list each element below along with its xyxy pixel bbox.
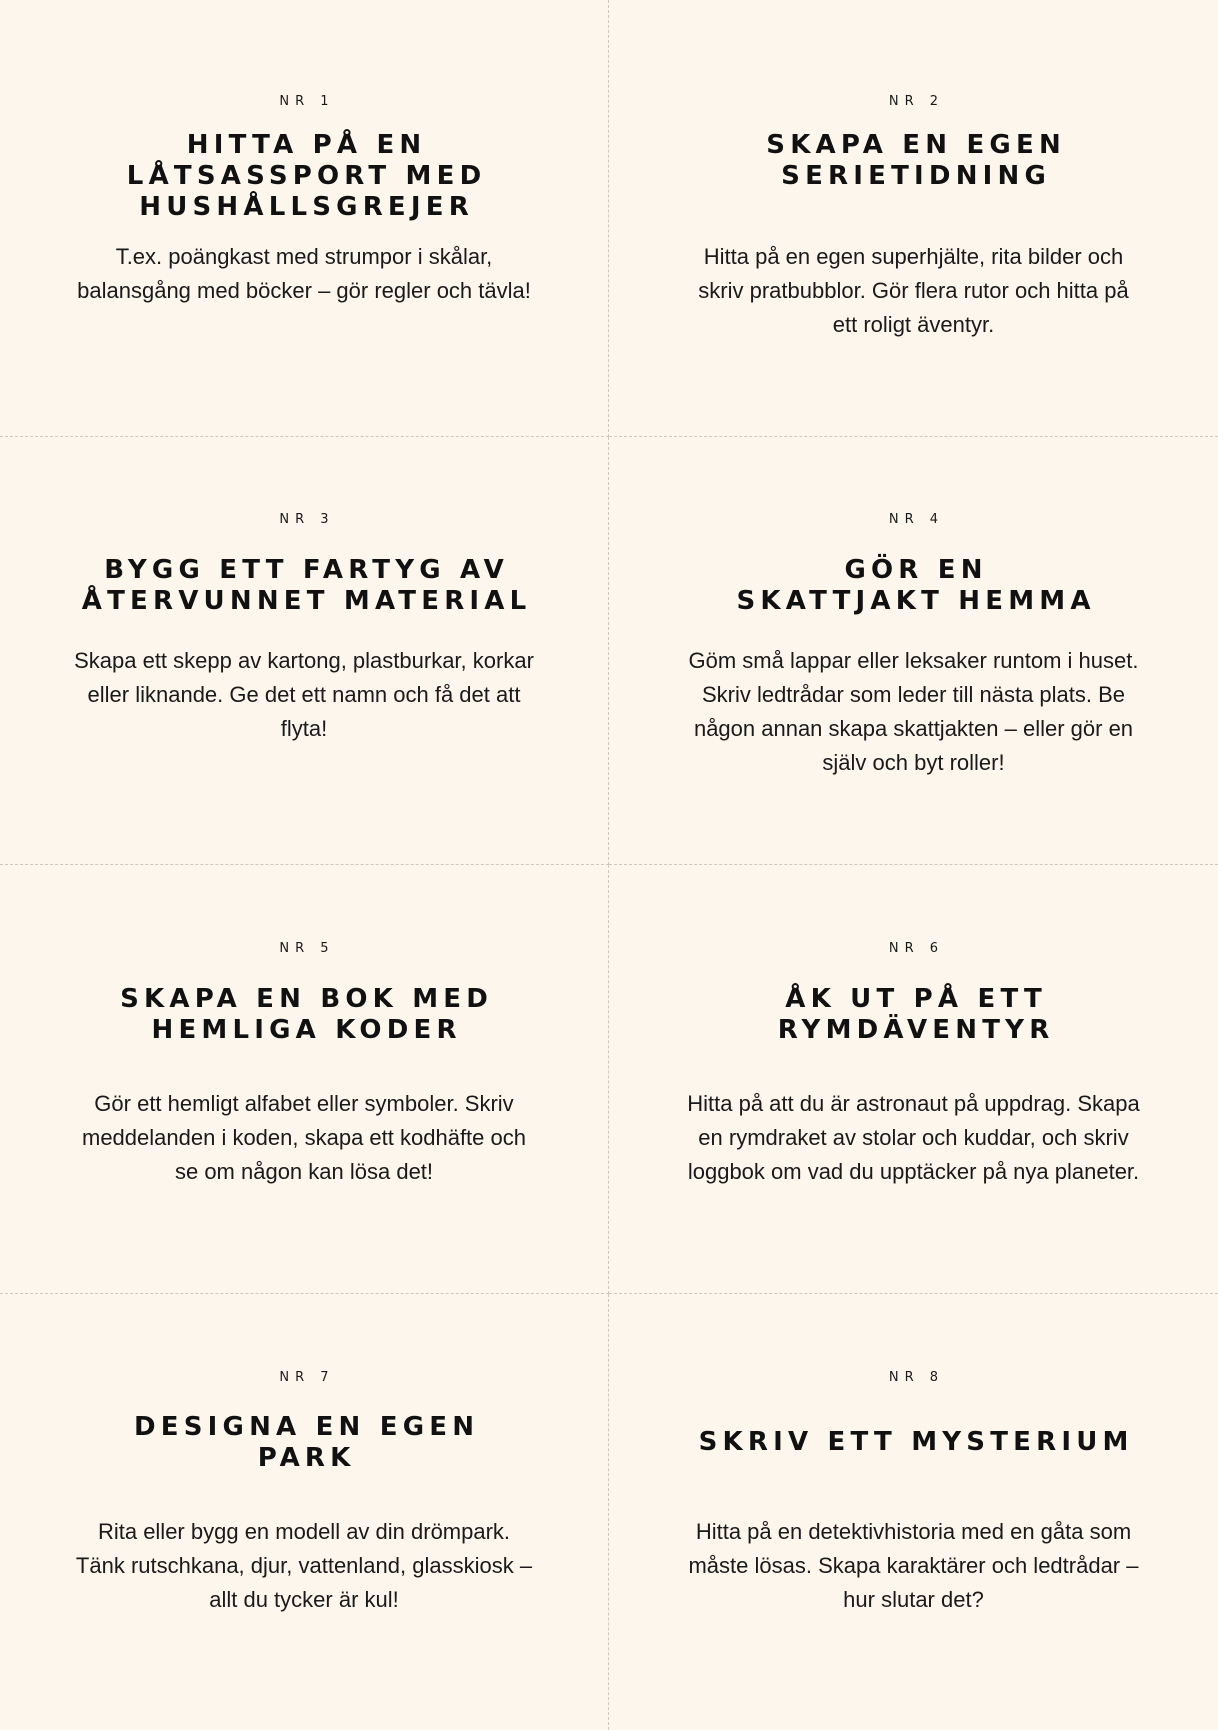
activity-card-5 <box>0 865 609 1294</box>
card-number: NR 4 <box>888 512 945 527</box>
card-description-line: allt du tycker är kul! <box>209 1587 399 1612</box>
card-description-line: Hitta på en egen superhjälte, rita bilder och <box>703 244 1124 269</box>
card-description-line: se om någon kan lösa det! <box>174 1159 434 1184</box>
card-title <box>609 555 1218 617</box>
card-description-line: själv och byt roller! <box>822 750 1005 775</box>
card-title-line: RYMDÄVENTYR <box>777 1015 1055 1045</box>
card-title <box>0 130 608 223</box>
card-title-line: SKRIV ETT MYSTERIUM <box>698 1427 1134 1457</box>
card-description-line: måste lösas. Skapa karaktärer och ledtrådar – <box>688 1553 1139 1578</box>
card-description-line: T.ex. poängkast med strumpor i skålar, <box>115 244 493 269</box>
card-number: NR 5 <box>279 941 335 956</box>
card-title-line: DESIGNA EN EGEN <box>133 1412 480 1442</box>
card-title-line: SKAPA EN EGEN <box>766 130 1066 160</box>
card-title-line: ÅK UT PÅ ETT <box>785 984 1047 1014</box>
card-title-line: SERIETIDNING <box>781 161 1052 191</box>
card-description-line: eller liknande. Ge det ett namn och få det att <box>87 682 521 707</box>
card-description <box>644 240 1184 342</box>
card-title-line: HUSHÅLLSGREJER <box>139 192 474 222</box>
card-description-line: loggbok om vad du upptäcker på nya planeter. <box>687 1159 1140 1184</box>
card-number: NR 1 <box>279 94 335 109</box>
card-title-line: GÖR EN <box>844 555 988 585</box>
card-number: NR 6 <box>888 941 945 956</box>
card-number: NR 8 <box>888 1370 945 1385</box>
card-number: NR 2 <box>888 94 945 109</box>
card-description <box>644 644 1184 780</box>
activity-card-8 <box>609 1294 1218 1730</box>
card-description <box>34 644 574 746</box>
card-title-line: SKATTJAKT HEMMA <box>736 586 1096 616</box>
card-number: NR 3 <box>279 512 335 527</box>
activity-card-3 <box>0 437 609 865</box>
card-title <box>0 555 608 617</box>
card-title <box>0 1412 608 1474</box>
card-description-line: Göm små lappar eller leksaker runtom i huset. <box>688 648 1139 673</box>
card-title-line: ÅTERVUNNET MATERIAL <box>81 586 532 616</box>
card-title-line: PARK <box>257 1443 356 1473</box>
card-title-line: HEMLIGA KODER <box>151 1015 462 1045</box>
card-description-line: någon annan skapa skattjakten – eller gör en <box>693 716 1134 741</box>
card-description-line: hur slutar det? <box>843 1587 984 1612</box>
card-title-line: HITTA PÅ EN <box>186 130 427 160</box>
card-title-line: SKAPA EN BOK MED <box>120 984 494 1014</box>
card-description-line: ett roligt äventyr. <box>832 312 995 337</box>
card-title <box>609 984 1218 1046</box>
card-description-line: flyta! <box>280 716 328 741</box>
card-description-line: Skriv ledtrådar som leder till nästa plats. Be <box>701 682 1126 707</box>
card-description <box>34 1087 574 1189</box>
card-title-line: BYGG ETT FARTYG AV <box>104 555 509 585</box>
card-description-line: Gör ett hemligt alfabet eller symboler. Skriv <box>94 1091 514 1116</box>
card-description-line: balansgång med böcker – gör regler och tävla! <box>77 278 531 303</box>
card-description-line: Hitta på en detektivhistoria med en gåta som <box>695 1519 1132 1544</box>
activity-card-7 <box>0 1294 609 1730</box>
card-description-line: skriv pratbubblor. Gör flera rutor och hitta på <box>698 278 1129 303</box>
card-description-line: meddelanden i koden, skapa ett kodhäfte och <box>82 1125 526 1150</box>
activity-card-6 <box>609 865 1218 1294</box>
card-description-line: Tänk rutschkana, djur, vattenland, glasskiosk – <box>75 1553 533 1578</box>
activity-card-4 <box>609 437 1218 865</box>
card-title <box>609 130 1218 192</box>
card-description <box>34 240 574 308</box>
card-description-line: en rymdraket av stolar och kuddar, och skriv <box>698 1125 1129 1150</box>
card-title-line: LÅTSASSPORT MED <box>126 161 487 191</box>
card-number: NR 7 <box>279 1370 335 1385</box>
card-description <box>644 1515 1184 1617</box>
card-title <box>0 984 608 1046</box>
card-description <box>34 1515 574 1617</box>
activity-card-1 <box>0 0 609 437</box>
card-description-line: Skapa ett skepp av kartong, plastburkar, korkar <box>74 648 534 673</box>
card-description-line: Rita eller bygg en modell av din drömpark. <box>97 1519 511 1544</box>
activity-card-2 <box>609 0 1218 437</box>
card-title <box>609 1427 1218 1458</box>
card-description <box>644 1087 1184 1189</box>
card-description-line: Hitta på att du är astronaut på uppdrag. Skapa <box>687 1091 1140 1116</box>
